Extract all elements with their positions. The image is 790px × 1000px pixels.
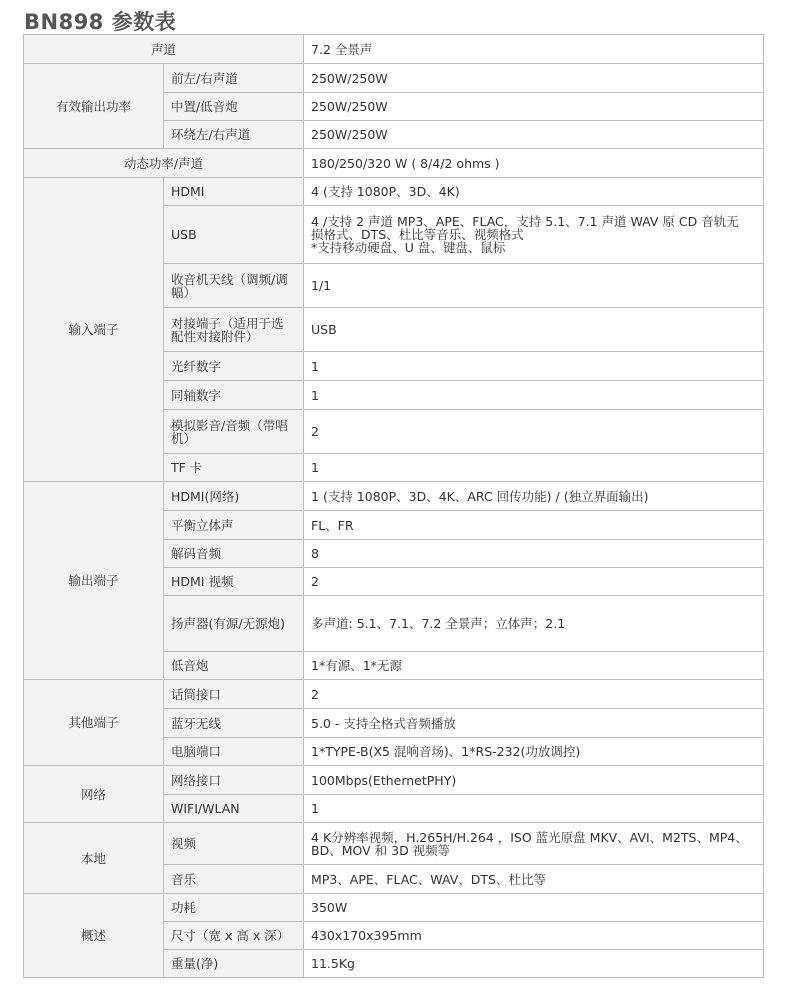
spec-value: 1 xyxy=(304,352,764,381)
table-row xyxy=(24,35,764,64)
spec-value: 2 xyxy=(304,410,764,454)
spec-label: 解码音频 xyxy=(164,540,304,568)
spec-value: 多声道: 5.1、7.1、7.2 全景声；立体声；2.1 xyxy=(304,596,764,652)
spec-value: 250W/250W xyxy=(304,93,764,121)
spec-value: 2 xyxy=(304,568,764,596)
spec-value: 1*TYPE-B(X5 混响音场)、1*RS-232(功放调控) xyxy=(304,738,764,766)
table-row xyxy=(24,894,764,922)
spec-label xyxy=(164,264,304,308)
spec-label: 平衡立体声 xyxy=(164,511,304,540)
group-label: 有效输出功率 xyxy=(24,64,164,149)
label-line: 幅） xyxy=(171,284,197,300)
spec-value: 1 xyxy=(304,795,764,823)
table-row xyxy=(24,149,764,178)
table-row xyxy=(24,64,764,93)
table-row xyxy=(24,178,764,206)
label-line: 机） xyxy=(171,430,197,446)
spec-label: 音乐 xyxy=(164,865,304,894)
group-label: 其他端子 xyxy=(24,680,164,766)
spec-value: 350W xyxy=(304,894,764,922)
spec-label: TF 卡 xyxy=(164,454,304,482)
group-label: 输入端子 xyxy=(24,178,164,482)
label-line: 配性对接附件） xyxy=(171,328,259,344)
spec-label: 网络接口 xyxy=(164,766,304,795)
spec-value: MP3、APE、FLAC、WAV、DTS、杜比等 xyxy=(304,865,764,894)
spec-value: 1/1 xyxy=(304,264,764,308)
spec-value: 1 xyxy=(304,454,764,482)
table-row xyxy=(24,823,764,865)
spec-label: 尺寸（宽 x 高 x 深） xyxy=(164,922,304,950)
spec-value: 250W/250W xyxy=(304,121,764,149)
spec-label: HDMI(网络) xyxy=(164,482,304,511)
value-line: 4 K分辨率视频，H.265H/H.264 ，ISO 蓝光原盘 MKV、AVI、M2TS、MP4、 xyxy=(311,829,748,845)
value-line: BD、MOV 和 3D 视频等 xyxy=(311,842,451,858)
value-line: *支持移动硬盘、U 盘、键盘、鼠标 xyxy=(311,240,506,255)
value-line: 损格式、DTS、杜比等音乐、视频格式 xyxy=(311,227,524,242)
spec-label: 前左/右声道 xyxy=(164,64,304,93)
group-label: 动态功率/声道 xyxy=(24,149,304,178)
spec-value: 1 xyxy=(304,381,764,410)
spec-label xyxy=(164,410,304,454)
label-line: 模拟影音/音频（带唱 xyxy=(171,417,288,433)
spec-label: WIFI/WLAN xyxy=(164,795,304,823)
spec-value: 250W/250W xyxy=(304,64,764,93)
spec-label xyxy=(164,308,304,352)
spec-label: 电脑端口 xyxy=(164,738,304,766)
table-row xyxy=(24,766,764,795)
group-label: 概述 xyxy=(24,894,164,978)
spec-value: 11.5Kg xyxy=(304,950,764,978)
spec-value xyxy=(304,206,764,264)
spec-value xyxy=(304,823,764,865)
spec-label: 环绕左/右声道 xyxy=(164,121,304,149)
spec-label: 同轴数字 xyxy=(164,381,304,410)
group-label: 声道 xyxy=(24,35,304,64)
table-row xyxy=(24,482,764,511)
label-line: 对接端子（适用于选 xyxy=(171,315,284,331)
spec-label: 蓝牙无线 xyxy=(164,709,304,738)
table-row xyxy=(24,680,764,709)
group-label: 输出端子 xyxy=(24,482,164,680)
spec-value: 1 (支持 1080P、3D、4K、ARC 回传功能) / (独立界面输出) xyxy=(304,482,764,511)
spec-value: 100Mbps(EthernetPHY) xyxy=(304,766,764,795)
page-title: BN898 参数表 xyxy=(24,10,177,34)
value-line: 4 /支持 2 声道 MP3、APE、FLAC，支持 5.1、7.1 声道 WAV 原 CD 音轨无 xyxy=(311,214,739,229)
spec-value: 4 (支持 1080P、3D、4K) xyxy=(304,178,764,206)
spec-label: HDMI 视频 xyxy=(164,568,304,596)
spec-label: 视频 xyxy=(164,823,304,865)
spec-label: 重量(净) xyxy=(164,950,304,978)
spec-value: 1*有源、1*无源 xyxy=(304,652,764,680)
spec-value: 430x170x395mm xyxy=(304,922,764,950)
spec-label: 光纤数字 xyxy=(164,352,304,381)
label-line: 收音机天线（调频/调 xyxy=(171,271,288,287)
spec-value: FL、FR xyxy=(304,511,764,540)
spec-value: 2 xyxy=(304,680,764,709)
spec-table xyxy=(23,34,764,978)
spec-value: 8 xyxy=(304,540,764,568)
spec-label: 扬声器(有源/无源炮) xyxy=(164,596,304,652)
spec-label: 低音炮 xyxy=(164,652,304,680)
spec-value: 5.0 - 支持全格式音频播放 xyxy=(304,709,764,738)
group-label: 本地 xyxy=(24,823,164,894)
spec-label: USB xyxy=(164,206,304,264)
spec-value: 7.2 全景声 xyxy=(304,35,764,64)
spec-value: 180/250/320 W ( 8/4/2 ohms ) xyxy=(304,149,764,178)
group-label: 网络 xyxy=(24,766,164,823)
spec-label: 中置/低音炮 xyxy=(164,93,304,121)
spec-label: HDMI xyxy=(164,178,304,206)
spec-label: 话筒接口 xyxy=(164,680,304,709)
spec-value: USB xyxy=(304,308,764,352)
spec-label: 功耗 xyxy=(164,894,304,922)
